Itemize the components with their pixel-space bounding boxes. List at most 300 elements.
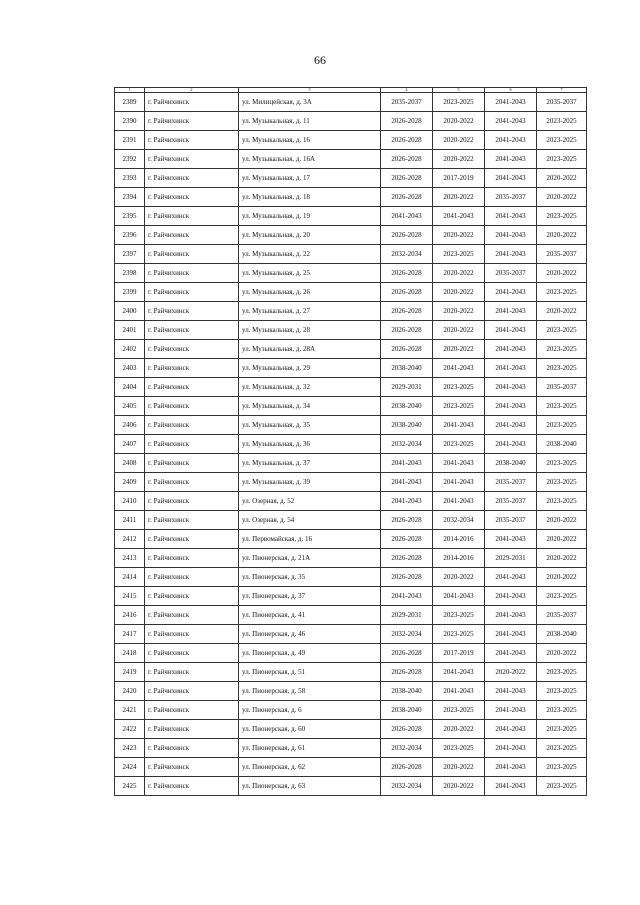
period-col5-cell: 2041-2043 xyxy=(433,359,485,378)
period-col6-cell: 2041-2043 xyxy=(485,321,537,340)
table-row xyxy=(115,777,587,796)
period-col5-cell: 2020-2022 xyxy=(433,720,485,739)
row-number-cell: 2409 xyxy=(115,473,145,492)
period-col6-cell: 2041-2043 xyxy=(485,169,537,188)
row-number-cell: 2398 xyxy=(115,264,145,283)
period-col6-cell: 2041-2043 xyxy=(485,758,537,777)
row-number-cell: 2407 xyxy=(115,435,145,454)
row-number-cell: 2389 xyxy=(115,93,145,112)
period-col6-cell: 2041-2043 xyxy=(485,435,537,454)
address-cell: ул. Пионерская, д. 6 xyxy=(239,701,381,720)
period-col6-cell: 2041-2043 xyxy=(485,701,537,720)
table-row xyxy=(115,397,587,416)
settlement-cell: г. Райчихинск xyxy=(145,492,239,511)
period-col7-cell: 2023-2025 xyxy=(537,701,587,720)
period-col7-cell: 2020-2022 xyxy=(537,568,587,587)
period-col5-cell: 2023-2025 xyxy=(433,701,485,720)
row-number-cell: 2399 xyxy=(115,283,145,302)
row-number-cell: 2406 xyxy=(115,416,145,435)
settlement-cell: г. Райчихинск xyxy=(145,682,239,701)
period-col4-cell: 2035-2037 xyxy=(381,93,433,112)
period-col7-cell: 2023-2025 xyxy=(537,131,587,150)
table-row xyxy=(115,663,587,682)
row-number-cell: 2418 xyxy=(115,644,145,663)
period-col6-cell: 2041-2043 xyxy=(485,606,537,625)
address-cell: ул. Озерная, д. 52 xyxy=(239,492,381,511)
period-col6-cell: 2041-2043 xyxy=(485,568,537,587)
period-col4-cell: 2038-2040 xyxy=(381,701,433,720)
table-row xyxy=(115,283,587,302)
table-row xyxy=(115,378,587,397)
settlement-cell: г. Райчихинск xyxy=(145,644,239,663)
row-number-cell: 2402 xyxy=(115,340,145,359)
table-row xyxy=(115,188,587,207)
period-col6-cell: 2035-2037 xyxy=(485,264,537,283)
period-col6-cell: 2041-2043 xyxy=(485,378,537,397)
table-body xyxy=(115,93,587,796)
period-col6-cell: 2041-2043 xyxy=(485,530,537,549)
period-col7-cell: 2023-2025 xyxy=(537,340,587,359)
address-cell: ул. Музыкальная, д. 35 xyxy=(239,416,381,435)
row-number-cell: 2420 xyxy=(115,682,145,701)
period-col7-cell: 2035-2037 xyxy=(537,606,587,625)
period-col7-cell: 2023-2025 xyxy=(537,682,587,701)
settlement-cell: г. Райчихинск xyxy=(145,663,239,682)
period-col6-cell: 2041-2043 xyxy=(485,226,537,245)
address-cell: ул. Пионерская, д. 61 xyxy=(239,739,381,758)
period-col4-cell: 2026-2028 xyxy=(381,644,433,663)
period-col6-cell: 2041-2043 xyxy=(485,587,537,606)
address-cell: ул. Музыкальная, д. 39 xyxy=(239,473,381,492)
period-col4-cell: 2026-2028 xyxy=(381,283,433,302)
period-col6-cell: 2041-2043 xyxy=(485,682,537,701)
address-cell: ул. Пионерская, д. 49 xyxy=(239,644,381,663)
period-col5-cell: 2020-2022 xyxy=(433,321,485,340)
period-col4-cell: 2032-2034 xyxy=(381,777,433,796)
period-col4-cell: 2041-2043 xyxy=(381,492,433,511)
address-cell: ул. Пионерская, д. 41 xyxy=(239,606,381,625)
settlement-cell: г. Райчихинск xyxy=(145,226,239,245)
period-col4-cell: 2026-2028 xyxy=(381,131,433,150)
table-row xyxy=(115,549,587,568)
row-number-cell: 2424 xyxy=(115,758,145,777)
settlement-cell: г. Райчихинск xyxy=(145,587,239,606)
column-number-3: 3 xyxy=(239,88,381,93)
settlement-cell: г. Райчихинск xyxy=(145,568,239,587)
period-col6-cell: 2041-2043 xyxy=(485,302,537,321)
period-col4-cell: 2041-2043 xyxy=(381,587,433,606)
period-col7-cell: 2035-2037 xyxy=(537,93,587,112)
period-col5-cell: 2020-2022 xyxy=(433,112,485,131)
period-col5-cell: 2020-2022 xyxy=(433,226,485,245)
row-number-cell: 2415 xyxy=(115,587,145,606)
settlement-cell: г. Райчихинск xyxy=(145,340,239,359)
settlement-cell: г. Райчихинск xyxy=(145,758,239,777)
settlement-cell: г. Райчихинск xyxy=(145,720,239,739)
period-col7-cell: 2035-2037 xyxy=(537,378,587,397)
period-col7-cell: 2038-2040 xyxy=(537,625,587,644)
row-number-cell: 2425 xyxy=(115,777,145,796)
period-col7-cell: 2023-2025 xyxy=(537,473,587,492)
row-number-cell: 2416 xyxy=(115,606,145,625)
period-col4-cell: 2026-2028 xyxy=(381,169,433,188)
period-col7-cell: 2023-2025 xyxy=(537,492,587,511)
period-col4-cell: 2041-2043 xyxy=(381,207,433,226)
period-col7-cell: 2023-2025 xyxy=(537,777,587,796)
period-col4-cell: 2026-2028 xyxy=(381,663,433,682)
period-col7-cell: 2020-2022 xyxy=(537,264,587,283)
period-col6-cell: 2041-2043 xyxy=(485,150,537,169)
settlement-cell: г. Райчихинск xyxy=(145,283,239,302)
address-cell: ул. Пионерская, д. 58 xyxy=(239,682,381,701)
period-col7-cell: 2038-2040 xyxy=(537,435,587,454)
period-col4-cell: 2026-2028 xyxy=(381,530,433,549)
address-cell: ул. Музыкальная, д. 22 xyxy=(239,245,381,264)
period-col5-cell: 2041-2043 xyxy=(433,492,485,511)
period-col5-cell: 2020-2022 xyxy=(433,264,485,283)
row-number-cell: 2395 xyxy=(115,207,145,226)
address-cell: ул. Пионерская, д. 35 xyxy=(239,568,381,587)
column-number-7: 7 xyxy=(537,88,587,93)
address-cell: ул. Пионерская, д. 62 xyxy=(239,758,381,777)
address-cell: ул. Музыкальная, д. 36 xyxy=(239,435,381,454)
address-cell: ул. Музыкальная, д. 25 xyxy=(239,264,381,283)
address-cell: ул. Музыкальная, д. 17 xyxy=(239,169,381,188)
period-col5-cell: 2041-2043 xyxy=(433,416,485,435)
period-col6-cell: 2041-2043 xyxy=(485,359,537,378)
row-number-cell: 2413 xyxy=(115,549,145,568)
settlement-cell: г. Райчихинск xyxy=(145,378,239,397)
column-number-2: 2 xyxy=(145,88,239,93)
period-col6-cell: 2041-2043 xyxy=(485,625,537,644)
period-col5-cell: 2020-2022 xyxy=(433,568,485,587)
table-row xyxy=(115,359,587,378)
period-col5-cell: 2020-2022 xyxy=(433,340,485,359)
address-cell: ул. Милицейская, д. 3А xyxy=(239,93,381,112)
address-cell: ул. Музыкальная, д. 18 xyxy=(239,188,381,207)
address-cell: ул. Музыкальная, д. 11 xyxy=(239,112,381,131)
address-cell: ул. Пионерская, д. 37 xyxy=(239,587,381,606)
period-col4-cell: 2032-2034 xyxy=(381,625,433,644)
table-row xyxy=(115,492,587,511)
settlement-cell: г. Райчихинск xyxy=(145,321,239,340)
period-col5-cell: 2023-2025 xyxy=(433,397,485,416)
table-row xyxy=(115,169,587,188)
period-col7-cell: 2020-2022 xyxy=(537,511,587,530)
table-row xyxy=(115,207,587,226)
table-row xyxy=(115,112,587,131)
settlement-cell: г. Райчихинск xyxy=(145,131,239,150)
table-row xyxy=(115,321,587,340)
period-col4-cell: 2038-2040 xyxy=(381,416,433,435)
table-row xyxy=(115,606,587,625)
period-col6-cell: 2041-2043 xyxy=(485,112,537,131)
address-cell: ул. Музыкальная, д. 16А xyxy=(239,150,381,169)
period-col6-cell: 2041-2043 xyxy=(485,93,537,112)
period-col4-cell: 2026-2028 xyxy=(381,720,433,739)
period-col6-cell: 2020-2022 xyxy=(485,663,537,682)
period-col5-cell: 2041-2043 xyxy=(433,663,485,682)
table-row xyxy=(115,758,587,777)
period-col7-cell: 2035-2037 xyxy=(537,245,587,264)
period-col7-cell: 2023-2025 xyxy=(537,359,587,378)
settlement-cell: г. Райчихинск xyxy=(145,416,239,435)
period-col5-cell: 2041-2043 xyxy=(433,473,485,492)
row-number-cell: 2401 xyxy=(115,321,145,340)
settlement-cell: г. Райчихинск xyxy=(145,511,239,530)
period-col7-cell: 2023-2025 xyxy=(537,758,587,777)
page-number: 66 xyxy=(314,53,326,67)
column-number-5: 5 xyxy=(433,88,485,93)
period-col7-cell: 2023-2025 xyxy=(537,112,587,131)
period-col6-cell: 2041-2043 xyxy=(485,416,537,435)
period-col5-cell: 2023-2025 xyxy=(433,245,485,264)
address-cell: ул. Музыкальная, д. 16 xyxy=(239,131,381,150)
address-cell: ул. Музыкальная, д. 27 xyxy=(239,302,381,321)
period-col7-cell: 2023-2025 xyxy=(537,207,587,226)
period-col4-cell: 2026-2028 xyxy=(381,150,433,169)
table-row xyxy=(115,264,587,283)
period-col6-cell: 2035-2037 xyxy=(485,511,537,530)
period-col4-cell: 2026-2028 xyxy=(381,264,433,283)
period-col6-cell: 2041-2043 xyxy=(485,739,537,758)
row-number-cell: 2396 xyxy=(115,226,145,245)
period-col5-cell: 2041-2043 xyxy=(433,587,485,606)
row-number-cell: 2423 xyxy=(115,739,145,758)
period-col5-cell: 2020-2022 xyxy=(433,150,485,169)
settlement-cell: г. Райчихинск xyxy=(145,169,239,188)
table-row xyxy=(115,150,587,169)
period-col4-cell: 2026-2028 xyxy=(381,568,433,587)
row-number-cell: 2394 xyxy=(115,188,145,207)
address-cell: ул. Пионерская, д. 60 xyxy=(239,720,381,739)
period-col4-cell: 2038-2040 xyxy=(381,397,433,416)
settlement-cell: г. Райчихинск xyxy=(145,606,239,625)
period-col4-cell: 2026-2028 xyxy=(381,112,433,131)
table-row xyxy=(115,701,587,720)
row-number-cell: 2422 xyxy=(115,720,145,739)
address-cell: ул. Музыкальная, д. 26 xyxy=(239,283,381,302)
settlement-cell: г. Райчихинск xyxy=(145,188,239,207)
period-col5-cell: 2023-2025 xyxy=(433,93,485,112)
period-col4-cell: 2026-2028 xyxy=(381,511,433,530)
row-number-cell: 2403 xyxy=(115,359,145,378)
period-col6-cell: 2041-2043 xyxy=(485,777,537,796)
settlement-cell: г. Райчихинск xyxy=(145,701,239,720)
period-col6-cell: 2041-2043 xyxy=(485,283,537,302)
row-number-cell: 2410 xyxy=(115,492,145,511)
address-cell: ул. Музыкальная, д. 28 xyxy=(239,321,381,340)
period-col6-cell: 2035-2037 xyxy=(485,188,537,207)
table-row xyxy=(115,226,587,245)
period-col4-cell: 2026-2028 xyxy=(381,188,433,207)
period-col4-cell: 2026-2028 xyxy=(381,549,433,568)
address-cell: ул. Музыкальная, д. 28А xyxy=(239,340,381,359)
period-col5-cell: 2041-2043 xyxy=(433,682,485,701)
period-col6-cell: 2041-2043 xyxy=(485,245,537,264)
table-row xyxy=(115,720,587,739)
period-col7-cell: 2023-2025 xyxy=(537,720,587,739)
period-col7-cell: 2023-2025 xyxy=(537,321,587,340)
period-col5-cell: 2017-2019 xyxy=(433,169,485,188)
period-col5-cell: 2041-2043 xyxy=(433,207,485,226)
period-col5-cell: 2020-2022 xyxy=(433,302,485,321)
period-col6-cell: 2035-2037 xyxy=(485,473,537,492)
period-col5-cell: 2020-2022 xyxy=(433,283,485,302)
table-row xyxy=(115,245,587,264)
address-cell: ул. Пионерская, д. 51 xyxy=(239,663,381,682)
period-col4-cell: 2032-2034 xyxy=(381,739,433,758)
address-cell: ул. Музыкальная, д. 29 xyxy=(239,359,381,378)
settlement-cell: г. Райчихинск xyxy=(145,264,239,283)
period-col5-cell: 2020-2022 xyxy=(433,777,485,796)
period-col5-cell: 2023-2025 xyxy=(433,378,485,397)
table-row xyxy=(115,682,587,701)
period-col4-cell: 2038-2040 xyxy=(381,682,433,701)
address-cell: ул. Пионерская, д. 21А xyxy=(239,549,381,568)
period-col7-cell: 2020-2022 xyxy=(537,644,587,663)
settlement-cell: г. Райчихинск xyxy=(145,435,239,454)
housing-registry-table xyxy=(114,87,587,796)
period-col7-cell: 2020-2022 xyxy=(537,530,587,549)
table-row xyxy=(115,473,587,492)
period-col5-cell: 2014-2016 xyxy=(433,530,485,549)
row-number-cell: 2400 xyxy=(115,302,145,321)
period-col5-cell: 2020-2022 xyxy=(433,188,485,207)
address-cell: ул. Музыкальная, д. 32 xyxy=(239,378,381,397)
period-col5-cell: 2032-2034 xyxy=(433,511,485,530)
period-col7-cell: 2020-2022 xyxy=(537,226,587,245)
period-col6-cell: 2038-2040 xyxy=(485,454,537,473)
period-col6-cell: 2041-2043 xyxy=(485,397,537,416)
address-cell: ул. Музыкальная, д. 34 xyxy=(239,397,381,416)
period-col7-cell: 2020-2022 xyxy=(537,549,587,568)
address-cell: ул. Озерная, д. 54 xyxy=(239,511,381,530)
address-cell: ул. Музыкальная, д. 19 xyxy=(239,207,381,226)
period-col4-cell: 2026-2028 xyxy=(381,302,433,321)
period-col5-cell: 2014-2016 xyxy=(433,549,485,568)
period-col4-cell: 2026-2028 xyxy=(381,340,433,359)
period-col4-cell: 2041-2043 xyxy=(381,473,433,492)
settlement-cell: г. Райчихинск xyxy=(145,207,239,226)
table-row xyxy=(115,530,587,549)
row-number-cell: 2404 xyxy=(115,378,145,397)
period-col6-cell: 2029-2031 xyxy=(485,549,537,568)
period-col7-cell: 2020-2022 xyxy=(537,169,587,188)
period-col5-cell: 2041-2043 xyxy=(433,454,485,473)
row-number-cell: 2421 xyxy=(115,701,145,720)
table-row xyxy=(115,131,587,150)
row-number-cell: 2417 xyxy=(115,625,145,644)
address-cell: ул. Пионерская, д. 63 xyxy=(239,777,381,796)
settlement-cell: г. Райчихинск xyxy=(145,739,239,758)
period-col7-cell: 2023-2025 xyxy=(537,150,587,169)
row-number-cell: 2391 xyxy=(115,131,145,150)
period-col6-cell: 2041-2043 xyxy=(485,131,537,150)
address-cell: ул. Первомайская, д. 16 xyxy=(239,530,381,549)
address-cell: ул. Музыкальная, д. 37 xyxy=(239,454,381,473)
table-row xyxy=(115,739,587,758)
period-col5-cell: 2023-2025 xyxy=(433,625,485,644)
row-number-cell: 2392 xyxy=(115,150,145,169)
row-number-cell: 2390 xyxy=(115,112,145,131)
row-number-cell: 2412 xyxy=(115,530,145,549)
period-col5-cell: 2017-2019 xyxy=(433,644,485,663)
period-col4-cell: 2026-2028 xyxy=(381,321,433,340)
table-row xyxy=(115,625,587,644)
settlement-cell: г. Райчихинск xyxy=(145,530,239,549)
settlement-cell: г. Райчихинск xyxy=(145,359,239,378)
settlement-cell: г. Райчихинск xyxy=(145,473,239,492)
period-col7-cell: 2023-2025 xyxy=(537,397,587,416)
period-col4-cell: 2029-2031 xyxy=(381,606,433,625)
period-col7-cell: 2023-2025 xyxy=(537,663,587,682)
row-number-cell: 2419 xyxy=(115,663,145,682)
table-row xyxy=(115,644,587,663)
settlement-cell: г. Райчихинск xyxy=(145,245,239,264)
period-col6-cell: 2041-2043 xyxy=(485,720,537,739)
period-col7-cell: 2020-2022 xyxy=(537,188,587,207)
period-col5-cell: 2023-2025 xyxy=(433,435,485,454)
period-col4-cell: 2032-2034 xyxy=(381,435,433,454)
period-col4-cell: 2041-2043 xyxy=(381,454,433,473)
table-row xyxy=(115,587,587,606)
settlement-cell: г. Райчихинск xyxy=(145,93,239,112)
period-col5-cell: 2020-2022 xyxy=(433,131,485,150)
period-col5-cell: 2023-2025 xyxy=(433,606,485,625)
settlement-cell: г. Райчихинск xyxy=(145,302,239,321)
period-col6-cell: 2041-2043 xyxy=(485,644,537,663)
table-row xyxy=(115,93,587,112)
period-col5-cell: 2023-2025 xyxy=(433,739,485,758)
settlement-cell: г. Райчихинск xyxy=(145,397,239,416)
period-col4-cell: 2032-2034 xyxy=(381,245,433,264)
row-number-cell: 2405 xyxy=(115,397,145,416)
address-cell: ул. Пионерская, д. 46 xyxy=(239,625,381,644)
period-col7-cell: 2023-2025 xyxy=(537,416,587,435)
settlement-cell: г. Райчихинск xyxy=(145,454,239,473)
row-number-cell: 2408 xyxy=(115,454,145,473)
settlement-cell: г. Райчихинск xyxy=(145,625,239,644)
period-col6-cell: 2035-2037 xyxy=(485,492,537,511)
table-row xyxy=(115,454,587,473)
settlement-cell: г. Райчихинск xyxy=(145,777,239,796)
period-col6-cell: 2041-2043 xyxy=(485,340,537,359)
period-col7-cell: 2023-2025 xyxy=(537,454,587,473)
table-row xyxy=(115,302,587,321)
period-col4-cell: 2038-2040 xyxy=(381,359,433,378)
period-col7-cell: 2020-2022 xyxy=(537,302,587,321)
period-col7-cell: 2023-2025 xyxy=(537,739,587,758)
period-col5-cell: 2020-2022 xyxy=(433,758,485,777)
period-col6-cell: 2041-2043 xyxy=(485,207,537,226)
period-col4-cell: 2029-2031 xyxy=(381,378,433,397)
address-cell: ул. Музыкальная, д. 20 xyxy=(239,226,381,245)
row-number-cell: 2393 xyxy=(115,169,145,188)
table-row xyxy=(115,568,587,587)
table-row xyxy=(115,340,587,359)
settlement-cell: г. Райчихинск xyxy=(145,112,239,131)
period-col7-cell: 2023-2025 xyxy=(537,587,587,606)
row-number-cell: 2414 xyxy=(115,568,145,587)
column-number-6: 6 xyxy=(485,88,537,93)
row-number-cell: 2397 xyxy=(115,245,145,264)
settlement-cell: г. Райчихинск xyxy=(145,150,239,169)
column-number-1: 1 xyxy=(115,88,145,93)
table-row xyxy=(115,416,587,435)
row-number-cell: 2411 xyxy=(115,511,145,530)
period-col4-cell: 2026-2028 xyxy=(381,226,433,245)
